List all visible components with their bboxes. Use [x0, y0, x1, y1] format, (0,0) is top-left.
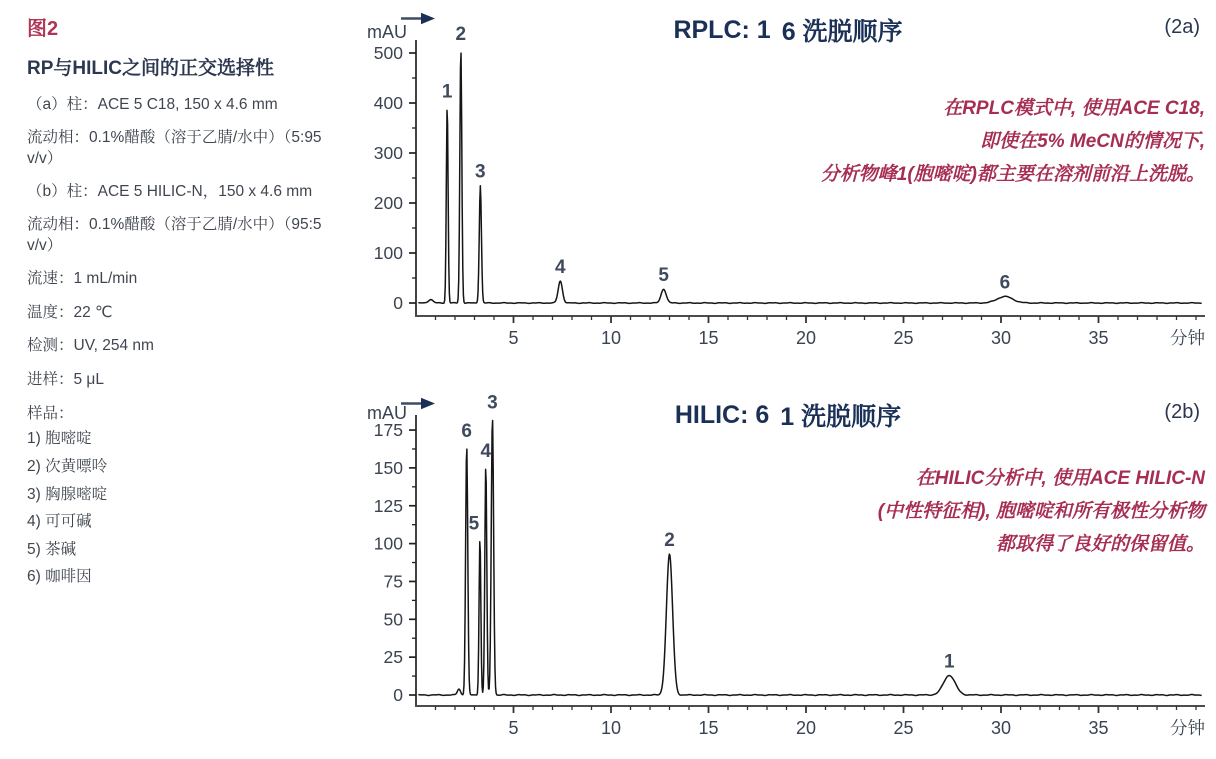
svg-text:5: 5 — [658, 265, 669, 286]
condition-list — [27, 95, 339, 391]
rplc-chromatogram — [360, 0, 1216, 385]
svg-text:30: 30 — [990, 718, 1012, 738]
svg-text:20: 20 — [795, 328, 817, 348]
svg-text:30: 30 — [990, 328, 1012, 348]
sample-heading: 样品： — [27, 405, 74, 423]
svg-text:100: 100 — [373, 243, 403, 263]
condition-line: （b）柱：ACE 5 HILIC-N，150 x 4.6 mm — [27, 183, 313, 200]
svg-text:2: 2 — [664, 530, 675, 552]
hilic-chart-panel — [360, 385, 1216, 759]
svg-text:500: 500 — [373, 43, 403, 63]
svg-text:200: 200 — [373, 193, 403, 213]
annotation-line: 在HILIC分析中, 使用ACE HILIC-N — [915, 468, 1205, 489]
sample-list — [27, 425, 339, 590]
annotation-line: 在RPLC模式中, 使用ACE C18, — [943, 98, 1205, 119]
sample-block — [27, 402, 339, 591]
svg-text:150: 150 — [373, 457, 403, 478]
sample-item: 4) 可可碱 — [27, 513, 92, 531]
svg-text:25: 25 — [893, 718, 914, 738]
rplc-title-right: 6 洗脱顺序 — [781, 18, 903, 46]
svg-text:1: 1 — [944, 651, 955, 673]
annotation-line: 分析物峰1(胞嘧啶)都主要在溶剂前沿上洗脱。 — [820, 163, 1205, 185]
svg-text:0: 0 — [393, 685, 403, 705]
figure-caption-sidebar — [27, 12, 339, 591]
svg-text:10: 10 — [600, 718, 622, 738]
svg-text:35: 35 — [1088, 328, 1109, 348]
condition-line: 流动相：0.1%醋酸（溶于乙腈/水中）（5:95 v/v） — [27, 129, 322, 167]
svg-text:15: 15 — [698, 718, 719, 738]
svg-text:35: 35 — [1088, 718, 1109, 738]
svg-text:125: 125 — [373, 495, 403, 516]
svg-text:1: 1 — [441, 81, 453, 103]
svg-text:50: 50 — [383, 609, 403, 630]
svg-text:75: 75 — [383, 571, 403, 592]
svg-text:分钟: 分钟 — [1170, 328, 1205, 348]
svg-text:400: 400 — [373, 93, 403, 113]
sample-item: 5) 茶碱 — [27, 540, 77, 558]
svg-text:mAU: mAU — [367, 403, 407, 423]
panel-tag-2a: (2a) — [1164, 16, 1200, 38]
svg-text:15: 15 — [698, 328, 719, 348]
svg-text:20: 20 — [795, 718, 817, 738]
sample-item: 1) 胞嘧啶 — [27, 430, 92, 448]
svg-text:175: 175 — [373, 420, 403, 441]
svg-text:2: 2 — [455, 24, 467, 45]
condition-line: （a）柱：ACE 5 C18, 150 x 4.6 mm — [27, 95, 278, 113]
hilic-title-right: 1 洗脱顺序 — [780, 403, 902, 431]
hilic-title-left: HILIC: 6 — [674, 400, 770, 429]
svg-text:25: 25 — [383, 647, 403, 668]
figure-title: RP与HILIC之间的正交选择性 — [27, 58, 275, 79]
svg-text:5: 5 — [508, 328, 519, 348]
svg-text:5: 5 — [468, 513, 480, 535]
annotation-line: 都取得了良好的保留值。 — [995, 533, 1205, 555]
svg-text:10: 10 — [600, 328, 622, 348]
annotation-line: 即使在5% MeCN的情况下, — [980, 130, 1205, 152]
svg-text:3: 3 — [475, 161, 486, 183]
svg-text:分钟: 分钟 — [1170, 718, 1205, 738]
rplc-title-left: RPLC: 1 — [673, 15, 771, 44]
figure-number-label: 图2 — [27, 18, 59, 40]
svg-text:mAU: mAU — [367, 22, 407, 42]
hilic-chromatogram — [360, 385, 1216, 759]
annotation-line: (中性特征相), 胞嘧啶和所有极性分析物 — [877, 500, 1205, 522]
condition-line: 检测：UV, 254 nm — [27, 337, 154, 355]
rplc-chart-panel — [360, 0, 1216, 385]
condition-line: 温度：22 ℃ — [27, 303, 113, 321]
svg-text:6: 6 — [461, 421, 472, 443]
sample-item: 3) 胸腺嘧啶 — [27, 485, 108, 503]
svg-text:5: 5 — [508, 718, 519, 738]
sample-item: 6) 咖啡因 — [27, 568, 92, 586]
svg-text:4: 4 — [480, 440, 492, 462]
svg-text:300: 300 — [373, 143, 403, 163]
svg-text:0: 0 — [393, 293, 403, 313]
condition-line: 进样：5 μL — [27, 370, 104, 388]
condition-line: 流动相：0.1%醋酸（溶于乙腈/水中）（95:5 v/v） — [27, 216, 322, 254]
svg-text:4: 4 — [555, 257, 566, 278]
svg-text:25: 25 — [893, 328, 914, 348]
svg-text:3: 3 — [487, 392, 498, 414]
svg-text:6: 6 — [999, 272, 1011, 294]
condition-line: 流速：1 mL/min — [27, 270, 138, 288]
sample-item: 2) 次黄嘌呤 — [27, 458, 108, 475]
panel-tag-2b: (2b) — [1164, 401, 1200, 423]
svg-text:100: 100 — [373, 533, 403, 554]
